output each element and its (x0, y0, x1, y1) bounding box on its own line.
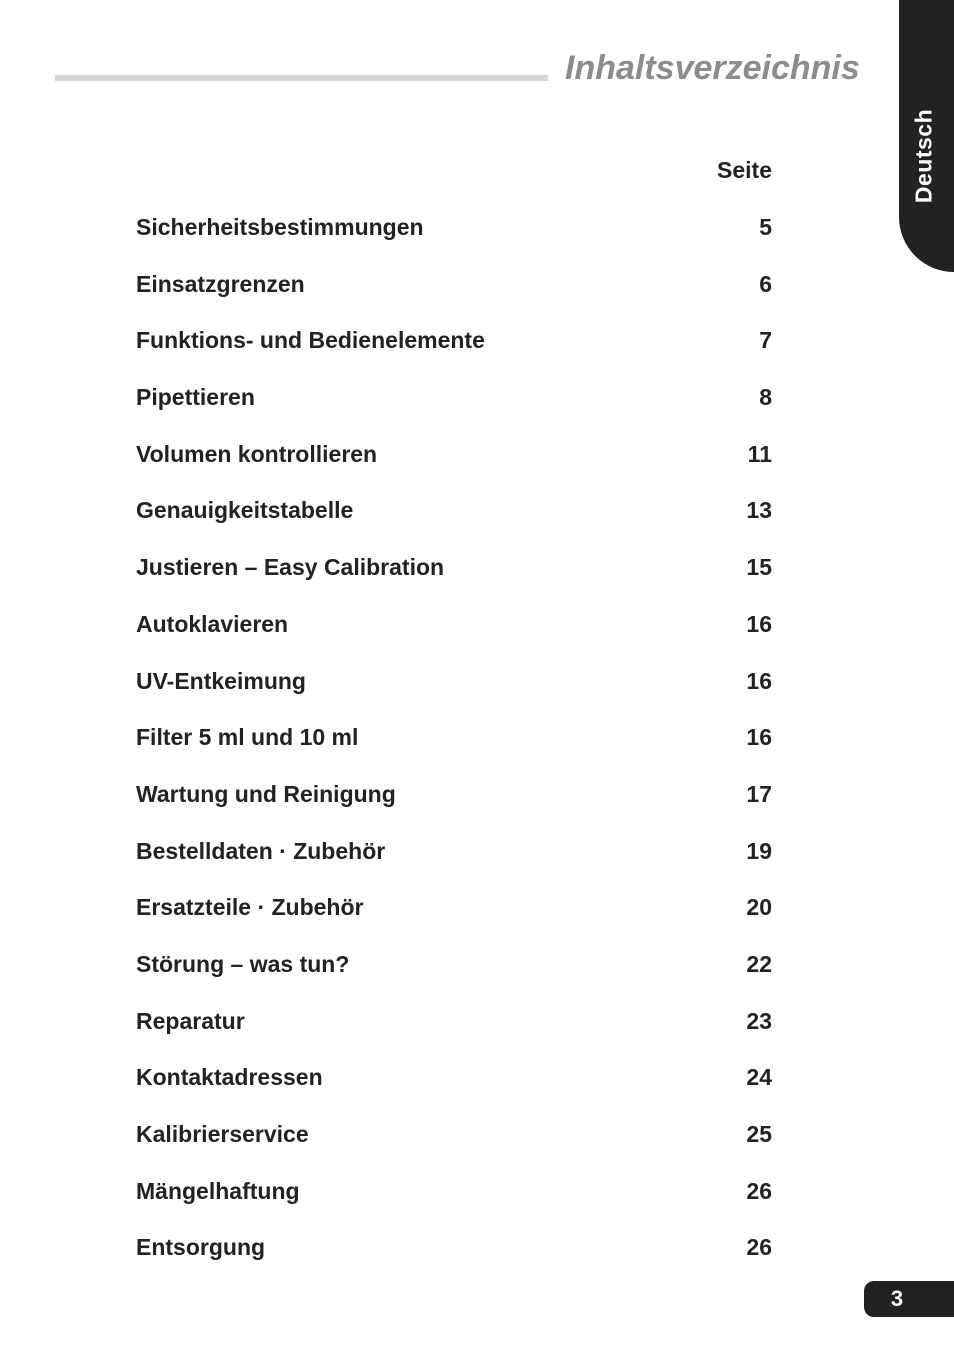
toc-entry-page: 15 (746, 554, 772, 581)
toc-entry-title: Sicherheitsbestimmungen (136, 214, 424, 240)
toc-entry[interactable] (136, 439, 772, 496)
toc-entry-page: 11 (747, 440, 772, 467)
page-column-header: Seite (717, 157, 772, 183)
toc-entry[interactable] (136, 325, 772, 382)
toc-entry-page: 13 (746, 497, 772, 524)
toc-entry[interactable] (136, 949, 772, 1006)
toc-entry-page: 7 (759, 327, 772, 354)
toc-entry[interactable] (136, 609, 772, 666)
toc-entry-title: Mängelhaftung (136, 1177, 300, 1204)
toc-entry-title: Autoklavieren (136, 610, 289, 637)
toc-entry[interactable] (136, 1176, 772, 1233)
toc-entry-title: Filter 5 ml und 10 ml (136, 724, 359, 751)
toc-entry[interactable] (136, 892, 772, 949)
toc-entry-page: 17 (746, 780, 772, 807)
toc-entry-title: Bestelldaten · Zubehör (136, 837, 386, 864)
toc-entry-page: 20 (746, 894, 772, 921)
toc-entry[interactable] (136, 552, 772, 609)
toc-entry[interactable] (136, 269, 772, 326)
toc-entry-title: Volumen kontrollieren (136, 440, 378, 467)
toc-entry-title: Einsatzgrenzen (136, 270, 305, 297)
toc-entry-page: 5 (759, 214, 772, 240)
toc-entry[interactable] (136, 382, 772, 439)
toc-entry[interactable] (136, 779, 772, 836)
toc-entry-title: Kalibrierservice (136, 1121, 309, 1147)
toc-entry-title: Reparatur (136, 1007, 245, 1034)
toc-entry[interactable] (136, 1006, 772, 1063)
page-title: Inhaltsverzeichnis (565, 49, 860, 87)
toc-entry[interactable] (136, 1062, 772, 1119)
toc-entry-page: 25 (746, 1121, 772, 1147)
toc-entry-title: Genauigkeitstabelle (136, 497, 354, 524)
toc-entry[interactable] (136, 1119, 772, 1176)
toc-entry-title: Kontaktadressen (136, 1064, 323, 1091)
toc-entry-title: Ersatzteile · Zubehör (136, 894, 364, 921)
toc-entry-page: 23 (746, 1007, 772, 1034)
header-rule (55, 75, 548, 81)
toc-entry-title: Wartung und Reinigung (136, 780, 396, 807)
toc-entry[interactable] (136, 722, 772, 779)
table-of-contents (136, 212, 772, 1289)
toc-entry-page: 16 (746, 724, 772, 751)
toc-entry-page: 6 (759, 270, 772, 297)
toc-entry[interactable] (136, 666, 772, 723)
toc-entry-page: 26 (746, 1177, 772, 1204)
toc-entry-page: 19 (746, 837, 772, 864)
toc-entry-title: Pipettieren (136, 384, 255, 411)
toc-entry-page: 16 (746, 610, 772, 637)
toc-entry-title: Justieren – Easy Calibration (136, 554, 445, 581)
toc-entry[interactable] (136, 495, 772, 552)
toc-entry[interactable] (136, 1232, 772, 1289)
toc-entry[interactable] (136, 836, 772, 893)
toc-entry-page: 22 (746, 950, 772, 977)
toc-entry[interactable] (136, 212, 772, 269)
toc-entry-title: Funktions- und Bedienelemente (136, 327, 485, 354)
toc-entry-title: UV-Entkeimung (136, 667, 306, 694)
toc-entry-page: 24 (746, 1064, 772, 1091)
toc-entry-page: 8 (759, 384, 772, 411)
toc-entry-page: 26 (746, 1234, 772, 1261)
language-tab-label: Deutsch (910, 108, 937, 204)
toc-entry-title: Störung – was tun? (136, 950, 350, 977)
toc-entry-page: 16 (746, 667, 772, 694)
page-number: 3 (890, 1286, 904, 1311)
toc-entry-title: Entsorgung (136, 1234, 266, 1261)
